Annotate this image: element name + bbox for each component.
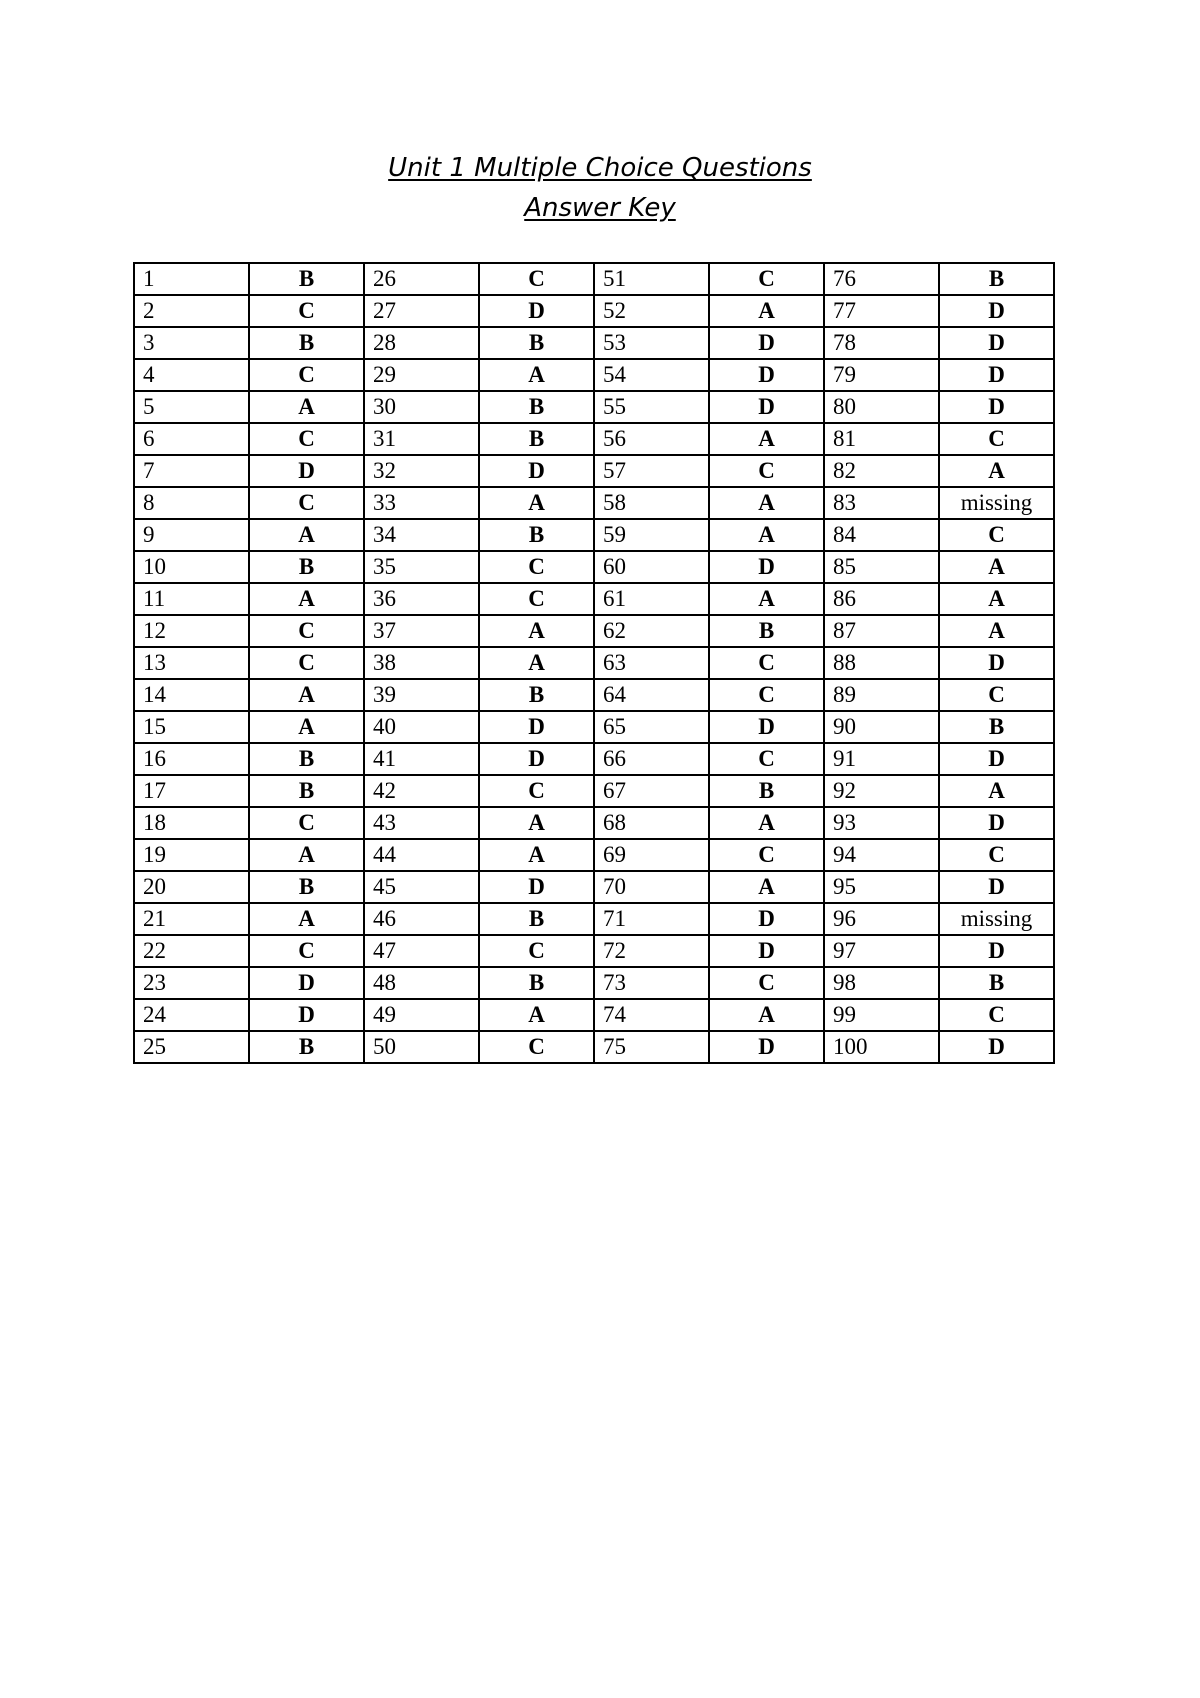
answer-letter: D xyxy=(939,743,1054,775)
question-number: 99 xyxy=(824,999,939,1031)
answer-letter: D xyxy=(709,903,824,935)
question-number: 19 xyxy=(134,839,249,871)
question-number: 38 xyxy=(364,647,479,679)
question-number: 20 xyxy=(134,871,249,903)
answer-letter: D xyxy=(939,647,1054,679)
question-number: 94 xyxy=(824,839,939,871)
question-number: 60 xyxy=(594,551,709,583)
answer-letter: A xyxy=(709,423,824,455)
question-number: 62 xyxy=(594,615,709,647)
answer-letter: C xyxy=(939,839,1054,871)
answer-letter: D xyxy=(709,1031,824,1063)
answer-letter: D xyxy=(939,295,1054,327)
answer-letter: B xyxy=(249,1031,364,1063)
answer-letter: D xyxy=(939,807,1054,839)
question-number: 76 xyxy=(824,263,939,295)
answer-letter: C xyxy=(249,807,364,839)
table-row xyxy=(134,487,1054,519)
table-row xyxy=(134,615,1054,647)
question-number: 51 xyxy=(594,263,709,295)
answer-letter: A xyxy=(939,583,1054,615)
answer-letter: C xyxy=(479,935,594,967)
question-number: 87 xyxy=(824,615,939,647)
question-number: 28 xyxy=(364,327,479,359)
title-block xyxy=(0,148,1200,228)
question-number: 37 xyxy=(364,615,479,647)
answer-letter: C xyxy=(709,967,824,999)
answer-letter: C xyxy=(709,647,824,679)
table-row xyxy=(134,455,1054,487)
answer-letter: B xyxy=(479,423,594,455)
question-number: 1 xyxy=(134,263,249,295)
answer-letter: A xyxy=(479,615,594,647)
answer-letter: A xyxy=(709,295,824,327)
question-number: 80 xyxy=(824,391,939,423)
document-title: Unit 1 Multiple Choice Questions xyxy=(388,153,812,183)
question-number: 88 xyxy=(824,647,939,679)
table-row xyxy=(134,903,1054,935)
table-row xyxy=(134,583,1054,615)
table-row xyxy=(134,327,1054,359)
table-row xyxy=(134,679,1054,711)
answer-letter: A xyxy=(479,647,594,679)
table-row xyxy=(134,839,1054,871)
answer-letter: B xyxy=(249,871,364,903)
answer-letter: D xyxy=(709,391,824,423)
table-row xyxy=(134,519,1054,551)
question-number: 6 xyxy=(134,423,249,455)
question-number: 89 xyxy=(824,679,939,711)
table-row xyxy=(134,1031,1054,1063)
question-number: 40 xyxy=(364,711,479,743)
answer-letter: B xyxy=(249,551,364,583)
question-number: 35 xyxy=(364,551,479,583)
answer-letter: A xyxy=(709,871,824,903)
answer-letter: C xyxy=(709,263,824,295)
answer-letter: A xyxy=(249,391,364,423)
question-number: 5 xyxy=(134,391,249,423)
table-row xyxy=(134,647,1054,679)
answer-letter: A xyxy=(479,487,594,519)
answer-letter: C xyxy=(249,295,364,327)
answer-letter: A xyxy=(709,487,824,519)
question-number: 59 xyxy=(594,519,709,551)
question-number: 26 xyxy=(364,263,479,295)
question-number: 18 xyxy=(134,807,249,839)
answer-letter: D xyxy=(939,359,1054,391)
answer-letter: missing xyxy=(939,487,1054,519)
document-subtitle: Answer Key xyxy=(524,193,676,223)
question-number: 67 xyxy=(594,775,709,807)
answer-letter: B xyxy=(939,263,1054,295)
answer-letter: C xyxy=(479,263,594,295)
answer-letter: A xyxy=(479,999,594,1031)
question-number: 81 xyxy=(824,423,939,455)
answer-letter: C xyxy=(709,839,824,871)
answer-letter: B xyxy=(709,775,824,807)
answer-letter: D xyxy=(479,455,594,487)
answer-letter: D xyxy=(939,1031,1054,1063)
question-number: 84 xyxy=(824,519,939,551)
question-number: 86 xyxy=(824,583,939,615)
table-row xyxy=(134,967,1054,999)
question-number: 29 xyxy=(364,359,479,391)
question-number: 25 xyxy=(134,1031,249,1063)
answer-letter: D xyxy=(709,551,824,583)
table-row xyxy=(134,935,1054,967)
answer-letter: D xyxy=(939,391,1054,423)
question-number: 42 xyxy=(364,775,479,807)
question-number: 31 xyxy=(364,423,479,455)
answer-letter: A xyxy=(709,519,824,551)
question-number: 7 xyxy=(134,455,249,487)
question-number: 22 xyxy=(134,935,249,967)
table-row xyxy=(134,999,1054,1031)
question-number: 85 xyxy=(824,551,939,583)
answer-letter: B xyxy=(479,679,594,711)
table-row xyxy=(134,775,1054,807)
answer-letter: A xyxy=(939,551,1054,583)
question-number: 48 xyxy=(364,967,479,999)
answer-letter: D xyxy=(709,711,824,743)
question-number: 46 xyxy=(364,903,479,935)
answer-letter: D xyxy=(709,327,824,359)
question-number: 58 xyxy=(594,487,709,519)
question-number: 36 xyxy=(364,583,479,615)
question-number: 72 xyxy=(594,935,709,967)
question-number: 77 xyxy=(824,295,939,327)
question-number: 4 xyxy=(134,359,249,391)
answer-letter: C xyxy=(939,423,1054,455)
table-row xyxy=(134,263,1054,295)
answer-letter: C xyxy=(479,775,594,807)
question-number: 90 xyxy=(824,711,939,743)
answer-letter: A xyxy=(479,839,594,871)
answer-letter: D xyxy=(249,455,364,487)
question-number: 65 xyxy=(594,711,709,743)
answer-letter: C xyxy=(249,647,364,679)
answer-letter: A xyxy=(249,711,364,743)
answer-letter: C xyxy=(249,935,364,967)
answer-letter: B xyxy=(939,967,1054,999)
question-number: 10 xyxy=(134,551,249,583)
answer-letter: C xyxy=(479,583,594,615)
question-number: 30 xyxy=(364,391,479,423)
answer-letter: A xyxy=(709,999,824,1031)
answer-letter: C xyxy=(709,743,824,775)
question-number: 79 xyxy=(824,359,939,391)
question-number: 9 xyxy=(134,519,249,551)
answer-letter: A xyxy=(479,359,594,391)
answer-letter: D xyxy=(479,743,594,775)
question-number: 13 xyxy=(134,647,249,679)
question-number: 73 xyxy=(594,967,709,999)
question-number: 91 xyxy=(824,743,939,775)
question-number: 75 xyxy=(594,1031,709,1063)
question-number: 44 xyxy=(364,839,479,871)
answer-letter: A xyxy=(709,807,824,839)
answer-letter: A xyxy=(939,775,1054,807)
question-number: 27 xyxy=(364,295,479,327)
question-number: 54 xyxy=(594,359,709,391)
table-row xyxy=(134,295,1054,327)
answer-letter: C xyxy=(709,679,824,711)
answer-letter: C xyxy=(939,519,1054,551)
table-row xyxy=(134,359,1054,391)
answer-letter: missing xyxy=(939,903,1054,935)
answer-letter: A xyxy=(249,903,364,935)
answer-letter: D xyxy=(479,711,594,743)
question-number: 56 xyxy=(594,423,709,455)
question-number: 66 xyxy=(594,743,709,775)
answer-letter: B xyxy=(249,743,364,775)
question-number: 64 xyxy=(594,679,709,711)
answer-letter: A xyxy=(709,583,824,615)
question-number: 71 xyxy=(594,903,709,935)
question-number: 49 xyxy=(364,999,479,1031)
answer-letter: B xyxy=(479,391,594,423)
question-number: 74 xyxy=(594,999,709,1031)
question-number: 2 xyxy=(134,295,249,327)
answer-letter: D xyxy=(249,999,364,1031)
answer-letter: A xyxy=(249,583,364,615)
answer-letter: C xyxy=(939,999,1054,1031)
question-number: 78 xyxy=(824,327,939,359)
question-number: 61 xyxy=(594,583,709,615)
question-number: 43 xyxy=(364,807,479,839)
answer-letter: C xyxy=(249,359,364,391)
question-number: 83 xyxy=(824,487,939,519)
question-number: 12 xyxy=(134,615,249,647)
question-number: 39 xyxy=(364,679,479,711)
answer-letter: B xyxy=(479,967,594,999)
question-number: 41 xyxy=(364,743,479,775)
question-number: 8 xyxy=(134,487,249,519)
answer-letter: D xyxy=(479,871,594,903)
question-number: 96 xyxy=(824,903,939,935)
question-number: 23 xyxy=(134,967,249,999)
question-number: 95 xyxy=(824,871,939,903)
table-row xyxy=(134,551,1054,583)
question-number: 3 xyxy=(134,327,249,359)
question-number: 93 xyxy=(824,807,939,839)
answer-letter: C xyxy=(479,1031,594,1063)
question-number: 70 xyxy=(594,871,709,903)
answer-letter: C xyxy=(709,455,824,487)
answer-letter: D xyxy=(709,359,824,391)
answer-letter: B xyxy=(939,711,1054,743)
question-number: 55 xyxy=(594,391,709,423)
answer-letter: B xyxy=(249,775,364,807)
question-number: 57 xyxy=(594,455,709,487)
answer-letter: A xyxy=(939,455,1054,487)
answer-key-body xyxy=(134,263,1054,1063)
answer-letter: D xyxy=(939,935,1054,967)
question-number: 33 xyxy=(364,487,479,519)
answer-letter: B xyxy=(479,903,594,935)
question-number: 32 xyxy=(364,455,479,487)
answer-letter: B xyxy=(249,263,364,295)
table-row xyxy=(134,423,1054,455)
question-number: 14 xyxy=(134,679,249,711)
answer-letter: A xyxy=(939,615,1054,647)
answer-letter: A xyxy=(249,519,364,551)
table-row xyxy=(134,743,1054,775)
answer-letter: D xyxy=(939,327,1054,359)
question-number: 24 xyxy=(134,999,249,1031)
answer-letter: A xyxy=(249,679,364,711)
answer-letter: A xyxy=(249,839,364,871)
answer-letter: D xyxy=(479,295,594,327)
table-row xyxy=(134,807,1054,839)
question-number: 69 xyxy=(594,839,709,871)
question-number: 16 xyxy=(134,743,249,775)
question-number: 63 xyxy=(594,647,709,679)
question-number: 53 xyxy=(594,327,709,359)
answer-letter: C xyxy=(479,551,594,583)
question-number: 45 xyxy=(364,871,479,903)
question-number: 34 xyxy=(364,519,479,551)
answer-letter: D xyxy=(939,871,1054,903)
answer-letter: C xyxy=(249,487,364,519)
question-number: 11 xyxy=(134,583,249,615)
question-number: 52 xyxy=(594,295,709,327)
question-number: 98 xyxy=(824,967,939,999)
answer-key-table xyxy=(133,262,1055,1064)
answer-letter: C xyxy=(939,679,1054,711)
answer-letter: A xyxy=(479,807,594,839)
answer-letter: C xyxy=(249,423,364,455)
question-number: 17 xyxy=(134,775,249,807)
question-number: 47 xyxy=(364,935,479,967)
question-number: 97 xyxy=(824,935,939,967)
answer-letter: B xyxy=(479,327,594,359)
table-row xyxy=(134,711,1054,743)
question-number: 21 xyxy=(134,903,249,935)
question-number: 100 xyxy=(824,1031,939,1063)
question-number: 82 xyxy=(824,455,939,487)
question-number: 50 xyxy=(364,1031,479,1063)
table-row xyxy=(134,871,1054,903)
answer-letter: B xyxy=(709,615,824,647)
question-number: 68 xyxy=(594,807,709,839)
answer-letter: C xyxy=(249,615,364,647)
answer-letter: D xyxy=(249,967,364,999)
question-number: 92 xyxy=(824,775,939,807)
table-row xyxy=(134,391,1054,423)
answer-letter: B xyxy=(249,327,364,359)
question-number: 15 xyxy=(134,711,249,743)
answer-letter: D xyxy=(709,935,824,967)
answer-letter: B xyxy=(479,519,594,551)
